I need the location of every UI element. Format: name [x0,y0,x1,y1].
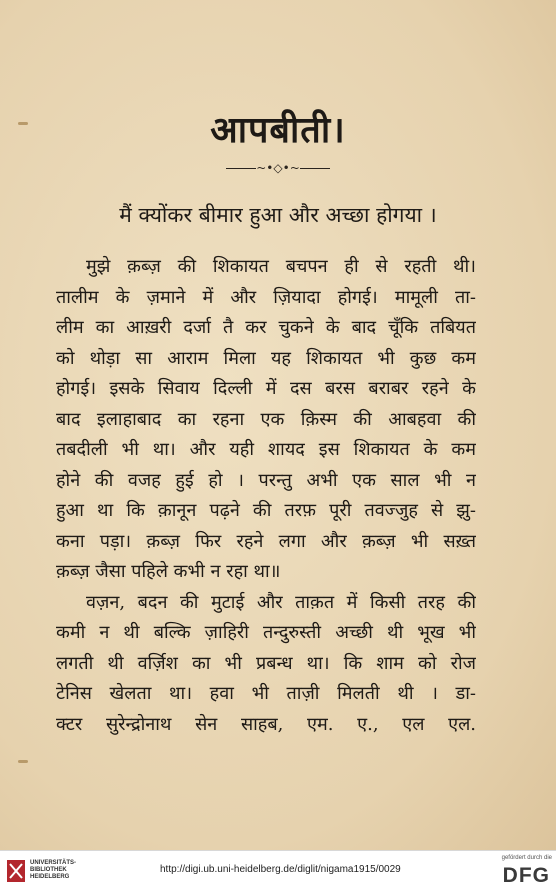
text-line: होने की वजह हुई हो । परन्तु अभी एक साल भी न [56,469,476,491]
text-line: बाद इलाहाबाद का रहना एक क़िस्म की आबहवा की [56,408,476,430]
text-line: होगई। इसके सिवाय दिल्ली में दस बरस बराबर रहने के [56,378,476,399]
text-line: तालीम के ज़माने में और ज़ियादा होगई। मामूली ता- [56,286,476,308]
text-line: हुआ था कि क़ानून पढ़ने की तरफ़ पूरी तवज्जुह से झु- [56,500,476,521]
text-line: टेनिस खेलता था। हवा भी ताज़ी मिलती थी । डा- [56,683,476,704]
library-logo-text: UNIVERSITÄTS- BIBLIOTHEK HEIDELBERG [30,860,77,880]
text-line: वज़न, बदन की मुटाई और ताक़त में किसी तरह की [86,591,476,613]
binding-hole-mark [18,122,28,125]
text-line: लीम का आख़री दर्जा तै कर चुकने के बाद चूँकि तबियत [56,317,476,338]
paragraph-1 [56,252,476,588]
text-line: मुझे क़ब्ज़ की शिकायत बचपन ही से रहती थी। [86,256,476,277]
text-line: क्टर सुरेन्द्रोनाथ सेन साहब, एम. ए., एल एल. [56,713,476,735]
text-line: कमी न थी बल्कि ज़ाहिरी तन्दुरुस्ती अच्छी थी भूख भी [56,622,476,643]
permalink-url[interactable]: http://digi.ub.uni-heidelberg.de/diglit/nigama1915/0029 [160,864,401,875]
binding-hole-mark [18,760,28,763]
ornament-divider: ~•◇•~ [0,162,556,174]
funder-caption: gefördert durch die [501,855,552,861]
text-line: क़ब्ज़ जैसा पहिले कभी न रहा था॥ [56,561,281,582]
chapter-heading: मैं क्योंकर बीमार हुआ और अच्छा होगया । [119,203,437,227]
viewer-footer [0,850,556,891]
paragraph-2 [56,588,476,741]
text-line: कना पड़ा। क़ब्ज़ फिर रहने लगा और क़ब्ज़ भी सख़्त [56,530,476,552]
dfg-logo: DFG [502,864,550,887]
university-seal-icon [6,859,26,883]
text-line: तबदीली भी था। और यही शायद इस शिकायत के कम [56,439,476,460]
body-text [56,252,476,740]
text-line: लगती थी वर्ज़िश का भी प्रबन्ध था। कि शाम को रोज [56,652,476,674]
page-title: आपबीती। [210,109,346,151]
text-line: को थोड़ा सा आराम मिला यह शिकायत भी कुछ कम [56,347,476,369]
